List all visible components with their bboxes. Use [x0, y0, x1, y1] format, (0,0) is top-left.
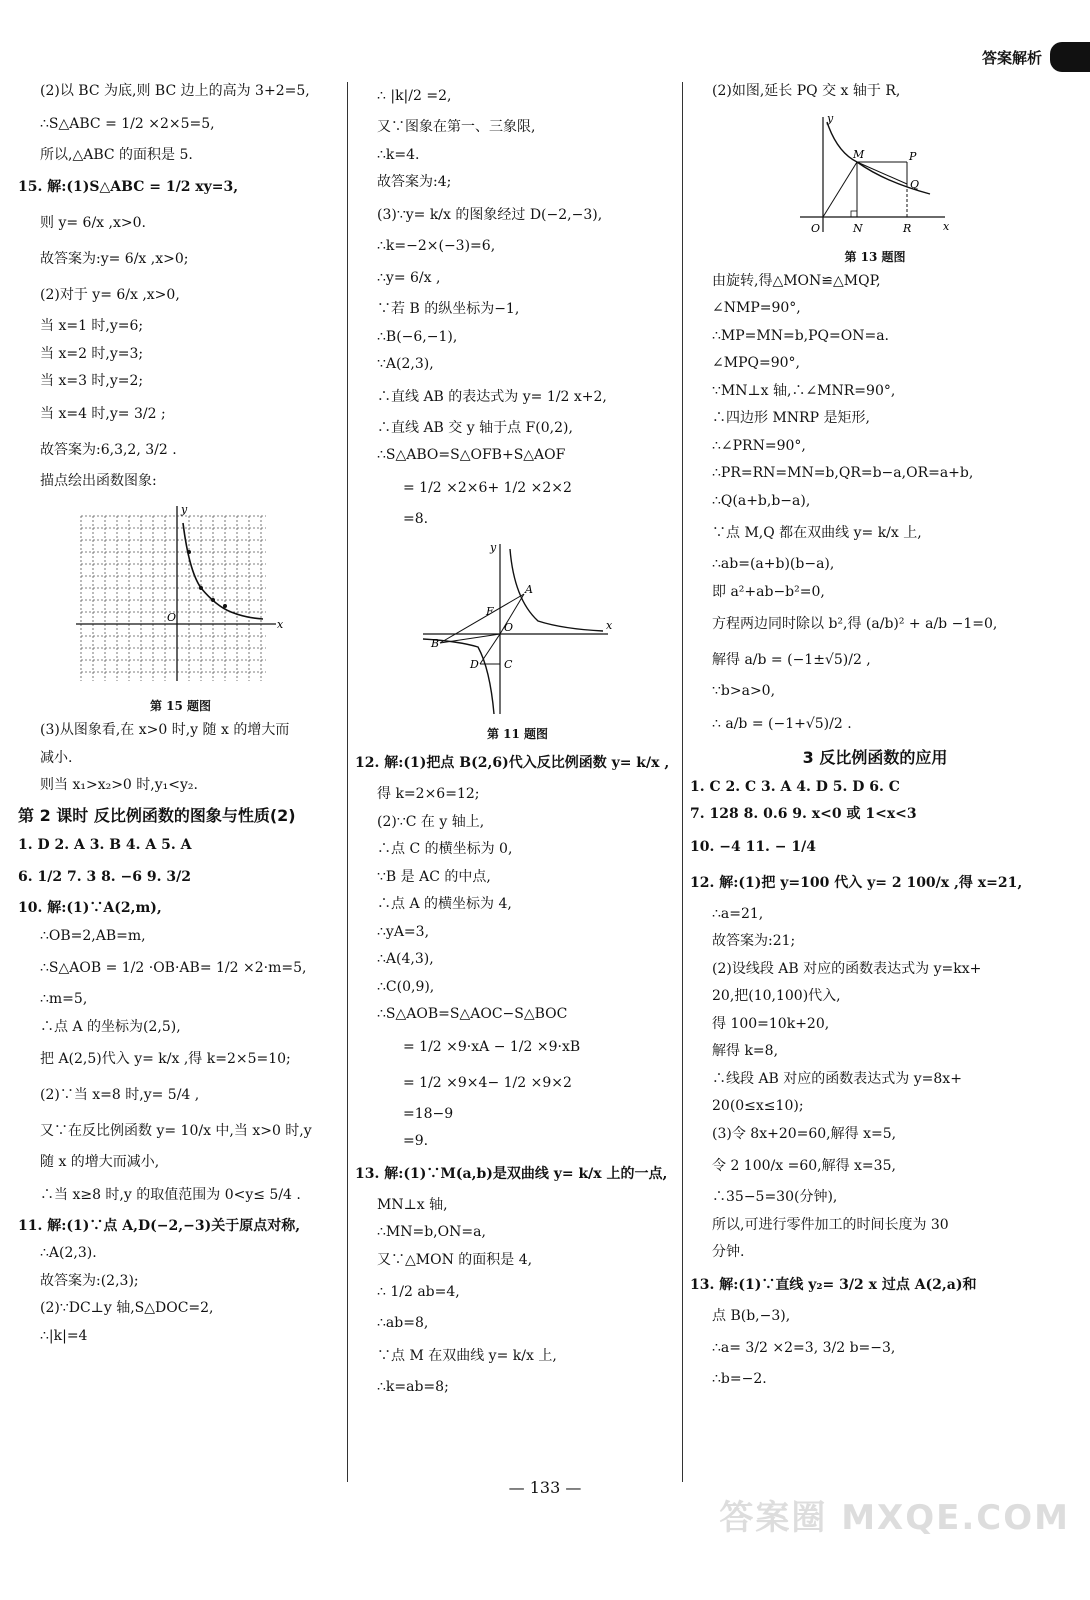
fig13-y-label: y	[827, 111, 834, 125]
text-line: 随 x 的增大而减小,	[40, 1154, 160, 1170]
text-line: ∵B 是 AC 的中点,	[377, 868, 491, 885]
text-line: ∴四边形 MNRP 是矩形,	[712, 410, 870, 426]
text-line: 又∵在反比例函数 y= 10/x 中,当 x>0 时,y	[40, 1123, 312, 1139]
text-line: =8.	[403, 510, 429, 527]
figure-11-graph	[418, 539, 618, 719]
text-line: ∴线段 AB 对应的函数表达式为 y=8x+	[712, 1070, 962, 1087]
text-line: ∴ a/b = (−1+√5)/2 .	[712, 715, 852, 732]
fig11-label-f: F	[485, 605, 494, 618]
column-divider-2	[682, 82, 683, 1482]
text-line: ∴b=−2.	[712, 1371, 767, 1387]
figure-13-graph	[795, 112, 955, 242]
text-line: 则 y= 6/x ,x>0.	[40, 215, 146, 231]
text-line: (3)令 8x+20=60,解得 x=5,	[712, 1125, 897, 1142]
text-line: (2)如图,延长 PQ 交 x 轴于 R,	[712, 83, 901, 99]
fig13-label-m: M	[853, 147, 865, 161]
text-line: 20(0≤x≤10);	[712, 1098, 804, 1114]
text-line: ∴点 A 的坐标为(2,5),	[40, 1018, 181, 1035]
text-line: ∴C(0,9),	[377, 978, 435, 995]
text-line: =9.	[403, 1133, 429, 1149]
page-number: — 133 —	[508, 1478, 582, 1497]
text-line: ∴|k|=4	[40, 1327, 88, 1344]
text-line: = 1/2 ×9×4− 1/2 ×9×2	[403, 1074, 572, 1091]
text-line: ∵点 M,Q 都在双曲线 y= k/x 上,	[712, 525, 922, 541]
text-line: 当 x=3 时,y=2;	[40, 373, 144, 389]
text-line: ∴A(4,3),	[377, 951, 434, 967]
text-line: 方程两边同时除以 b²,得 (a/b)² + a/b −1=0,	[712, 616, 998, 632]
text-line: = 1/2 ×2×6+ 1/2 ×2×2	[403, 479, 572, 496]
text-line: 描点绘出函数图象:	[40, 472, 157, 489]
text-line: (2)∵C 在 y 轴上,	[377, 813, 485, 830]
text-line: ∴点 A 的横坐标为 4,	[377, 896, 512, 912]
page-header	[982, 40, 1090, 74]
text-line: ∴ab=(a+b)(b−a),	[712, 556, 835, 572]
text-line: ∴S△ABO=S△OFB+S△AOF	[377, 447, 566, 463]
problem-12-start: 12. 解:(1)把点 B(2,6)代入反比例函数 y= k/x ,	[355, 755, 670, 771]
text-line: 点 B(b,−3),	[712, 1307, 791, 1324]
fig13-x-label: x	[943, 219, 950, 233]
text-line: 所以,△ABC 的面积是 5.	[40, 146, 193, 163]
text-line: 20,把(10,100)代入,	[712, 988, 841, 1004]
text-line: (3)∵y= k/x 的图象经过 D(−2,−3),	[377, 206, 603, 223]
problem-15-start: 15. 解:(1)S△ABC = 1/2 xy=3,	[18, 179, 239, 195]
text-line: ∴B(−6,−1),	[377, 328, 458, 345]
text-line: 分钟.	[712, 1244, 745, 1260]
figure-15-caption: 第 15 题图	[149, 699, 212, 713]
text-line: ∴y= 6/x ,	[377, 270, 441, 286]
text-line: (2)∵DC⊥y 轴,S△DOC=2,	[40, 1300, 214, 1316]
column-3	[690, 78, 1060, 1394]
text-line: 所以,可进行零件加工的时间长度为 30	[712, 1216, 949, 1233]
text-line: ∴Q(a+b,b−a),	[712, 492, 811, 509]
answer-row: 1. D 2. A 3. B 4. A 5. A	[18, 836, 192, 853]
text-line: 由旋转,得△MON≌△MQP,	[712, 272, 881, 289]
header-title: 答案解析	[981, 48, 1042, 67]
section-heading-3: 3 反比例函数的应用	[802, 747, 948, 767]
fig13-label-n: N	[853, 221, 863, 235]
text-line: 故答案为:(2,3);	[40, 1272, 139, 1289]
text-line: ∴∠PRN=90°,	[712, 437, 806, 454]
text-line: (2)设线段 AB 对应的函数表达式为 y=kx+	[712, 960, 982, 977]
answer-row: 1. C 2. C 3. A 4. D 5. D 6. C	[690, 778, 900, 795]
text-line: ∴MP=MN=b,PQ=ON=a.	[712, 327, 890, 344]
watermark-logo: 答案圈 MXQE.COM	[719, 1498, 1070, 1538]
text-line: 减小.	[40, 749, 73, 766]
text-line: ∴ab=8,	[377, 1315, 429, 1331]
fig11-y-label: y	[489, 541, 496, 554]
text-line: 解得 a/b = (−1±√5)/2 ,	[712, 652, 871, 668]
fig13-label-r: R	[903, 221, 912, 235]
answer-row: 10. −4 11. − 1/4	[690, 838, 817, 855]
figure-13-caption: 第 13 题图	[844, 249, 906, 264]
text-line: ∴S△ABC = 1/2 ×2×5=5,	[40, 115, 215, 132]
text-line: 当 x=2 时,y=3;	[40, 345, 144, 362]
text-line: 当 x=4 时,y= 3/2 ;	[40, 405, 166, 422]
fig13-label-p: P	[909, 149, 917, 163]
text-line: MN⊥x 轴,	[377, 1196, 448, 1213]
text-line: 即 a²+ab−b²=0,	[712, 583, 825, 600]
fig13-label-o: O	[811, 221, 821, 235]
text-line: ∵点 M 在双曲线 y= k/x 上,	[377, 1347, 557, 1364]
fig11-label-o: O	[503, 621, 513, 634]
text-line: ∴a=21,	[712, 905, 764, 922]
text-line: 故答案为:6,3,2, 3/2 .	[40, 441, 177, 458]
section-heading-lesson-2: 第 2 课时 反比例函数的图象与性质(2)	[18, 805, 296, 825]
text-line: 得 k=2×6=12;	[377, 786, 480, 802]
text-line: ∴点 C 的横坐标为 0,	[377, 841, 513, 857]
text-line: ∴PR=RN=MN=b,QR=b−a,OR=a+b,	[712, 465, 974, 481]
fig11-label-b: B	[430, 637, 439, 650]
column-divider-1	[347, 82, 348, 1482]
text-line: ∴OB=2,AB=m,	[40, 927, 146, 944]
text-line: ∴k=4.	[377, 146, 420, 163]
figure-15-graph	[71, 501, 291, 691]
text-line: 则当 x₁>x₂>0 时,y₁<y₂.	[40, 777, 198, 793]
text-line: ∴直线 AB 交 y 轴于点 F(0,2),	[377, 419, 573, 436]
text-line: ∴MN=b,ON=a,	[377, 1224, 486, 1240]
text-line: 又∵△MON 的面积是 4,	[377, 1251, 533, 1268]
text-line: =18−9	[403, 1105, 454, 1122]
text-line: ∴A(2,3).	[40, 1245, 97, 1261]
fig15-origin-label: O	[166, 611, 176, 624]
text-line: 把 A(2,5)代入 y= k/x ,得 k=2×5=10;	[40, 1051, 291, 1067]
figure-11-caption: 第 11 题图	[486, 727, 549, 741]
text-line: ∵MN⊥x 轴,∴∠MNR=90°,	[712, 382, 896, 399]
text-line: ∴m=5,	[40, 991, 88, 1007]
text-line: 故答案为:y= 6/x ,x>0;	[40, 251, 189, 267]
fig15-x-label: x	[276, 618, 283, 631]
text-line: (2)以 BC 为底,则 BC 边上的高为 3+2=5,	[40, 83, 310, 99]
text-line: 当 x=1 时,y=6;	[40, 318, 144, 334]
text-line: ∴yA=3,	[377, 923, 430, 940]
header-tab-marker	[1050, 42, 1090, 72]
fig11-label-a: A	[524, 583, 533, 596]
problem-13-start: 13. 解:(1)∵M(a,b)是双曲线 y= k/x 上的一点,	[355, 1165, 668, 1182]
text-line: 得 100=10k+20,	[712, 1015, 830, 1032]
fig11-label-d: D	[469, 658, 479, 671]
text-line: ∴a= 3/2 ×2=3, 3/2 b=−3,	[712, 1340, 896, 1356]
text-line: (2)∵当 x=8 时,y= 5/4 ,	[40, 1087, 200, 1103]
text-line: ∵A(2,3),	[377, 356, 434, 372]
column-1	[18, 78, 343, 1350]
text-line: ∠NMP=90°,	[712, 300, 801, 316]
fig11-label-c: C	[503, 658, 512, 671]
text-line: (2)对于 y= 6/x ,x>0,	[40, 287, 180, 303]
text-line: ∵若 B 的纵坐标为−1,	[377, 301, 520, 317]
text-line: ∠MPQ=90°,	[712, 355, 800, 371]
text-line: 解得 k=8,	[712, 1043, 779, 1059]
text-line: ∴k=ab=8;	[377, 1378, 449, 1395]
problem-12-start: 12. 解:(1)把 y=100 代入 y= 2 100/x ,得 x=21,	[690, 874, 1023, 891]
text-line: 令 2 100/x =60,解得 x=35,	[712, 1158, 896, 1174]
text-line: ∴S△AOB = 1/2 ·OB·AB= 1/2 ×2·m=5,	[40, 960, 307, 976]
text-line: ∴S△AOB=S△AOC−S△BOC	[377, 1006, 568, 1022]
text-line: 故答案为:4;	[377, 174, 452, 190]
text-line: 故答案为:21;	[712, 933, 796, 949]
text-line: ∴直线 AB 的表达式为 y= 1/2 x+2,	[377, 388, 607, 405]
answer-row: 7. 128 8. 0.6 9. x<0 或 1<x<3	[690, 806, 917, 822]
text-line: (3)从图象看,在 x>0 时,y 随 x 的增大而	[40, 722, 290, 738]
column-2	[355, 78, 680, 1401]
problem-10-start: 10. 解:(1)∵A(2,m),	[18, 900, 162, 916]
text-line: ∴ |k|/2 =2,	[377, 88, 452, 104]
answer-row: 6. 1/2 7. 3 8. −6 9. 3/2	[18, 869, 191, 885]
text-line: ∴35−5=30(分钟),	[712, 1189, 838, 1205]
fig11-x-label: x	[605, 619, 612, 632]
text-line: = 1/2 ×9·xA − 1/2 ×9·xB	[403, 1038, 581, 1055]
text-line: 又∵图象在第一、三象限,	[377, 119, 536, 135]
text-line: ∴当 x≥8 时,y 的取值范围为 0<y≤ 5/4 .	[40, 1186, 301, 1203]
fig15-y-label: y	[180, 503, 187, 516]
text-line: ∴ 1/2 ab=4,	[377, 1284, 460, 1300]
text-line: ∴k=−2×(−3)=6,	[377, 237, 496, 254]
fig13-label-q: Q	[910, 177, 920, 191]
text-line: ∵b>a>0,	[712, 683, 776, 699]
problem-13-start: 13. 解:(1)∵直线 y₂= 3/2 x 过点 A(2,a)和	[690, 1276, 977, 1293]
problem-11-start: 11. 解:(1)∵点 A,D(−2,−3)关于原点对称,	[18, 1217, 301, 1234]
